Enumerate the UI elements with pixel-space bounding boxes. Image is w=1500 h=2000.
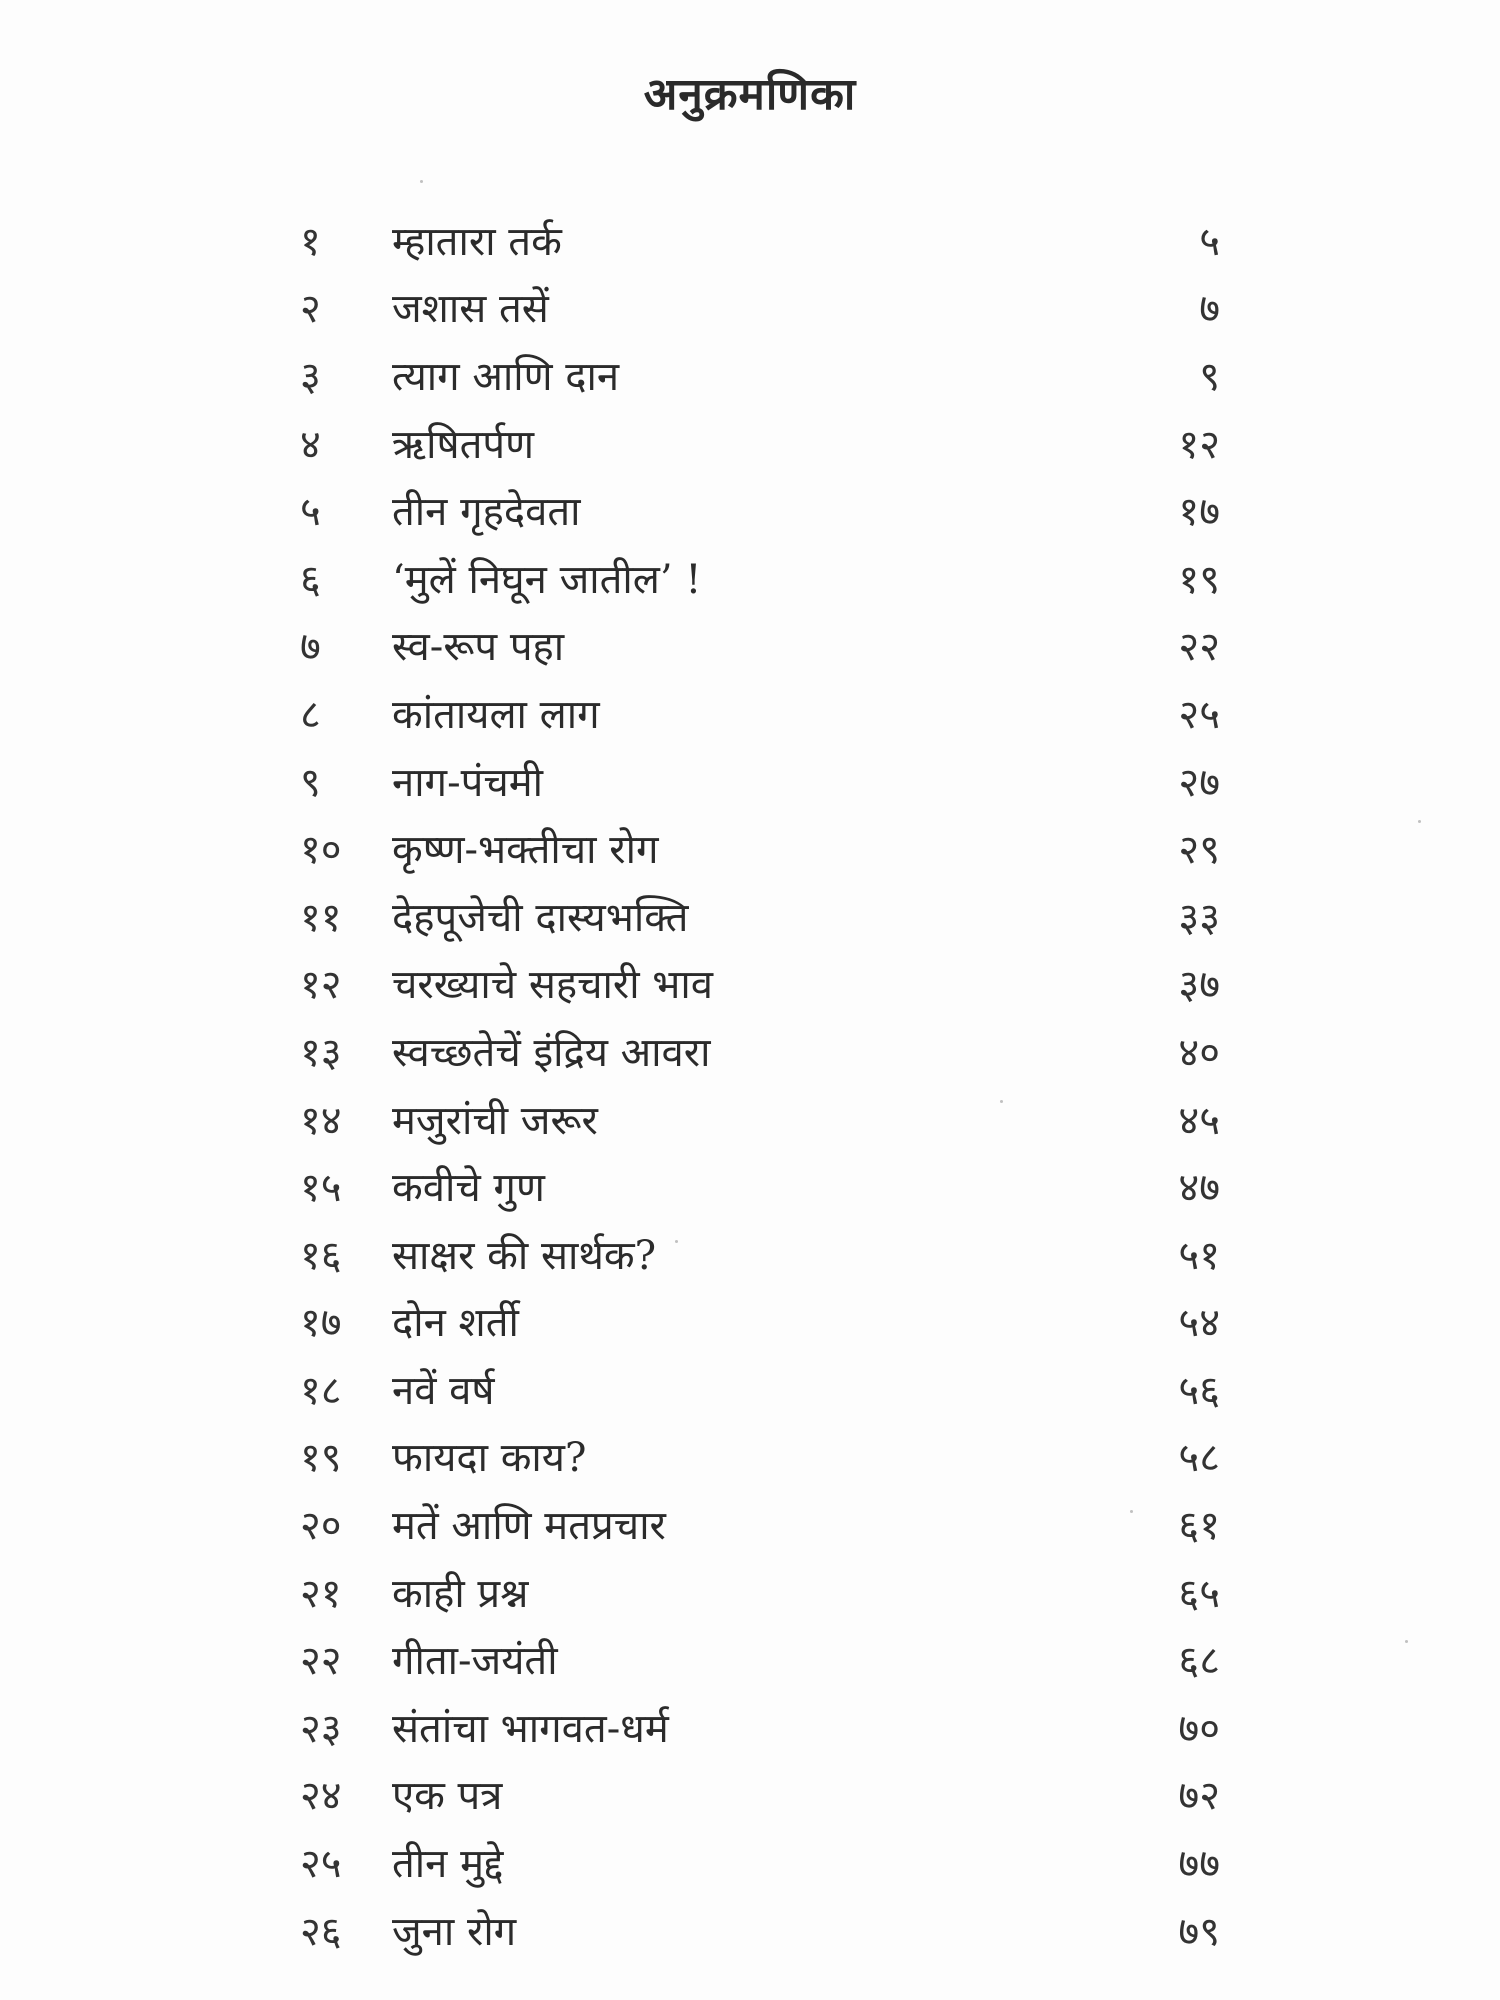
page-number: ७० [1178,1705,1220,1752]
chapter-title: नाग-पंचमी [392,759,543,806]
chapter-title: जशास तसें [392,286,549,333]
page-number: २२ [1178,624,1220,671]
chapter-number: १२ [300,962,342,1009]
page-number: ३३ [1178,894,1220,941]
chapter-title: तीन गृहदेवता [392,489,581,536]
chapter-title: नवें वर्ष [392,1367,495,1414]
toc-entry [300,1087,1220,1155]
chapter-number: २२ [300,1638,342,1685]
chapter-title: साक्षर की सार्थक? [392,1232,657,1279]
chapter-number: १४ [300,1097,342,1144]
scan-speck [675,1240,678,1243]
chapter-number: ११ [300,894,342,941]
chapter-number: ५ [300,489,321,536]
chapter-number: २५ [300,1841,342,1888]
chapter-title: त्याग आणि दान [392,353,620,400]
page-number: ७२ [1178,1773,1220,1820]
page-number: ६८ [1178,1638,1220,1685]
page-number: ६१ [1178,1503,1220,1550]
toc-entry [300,276,1220,344]
toc-entry [300,546,1220,614]
chapter-number: १५ [300,1165,342,1212]
chapter-number: १० [300,827,342,874]
chapter-number: ८ [300,691,321,738]
page-number: ७७ [1178,1841,1220,1888]
page-number: ५४ [1178,1300,1220,1347]
chapter-title: मजुरांची जरूर [392,1097,598,1144]
chapter-title: स्व-रूप पहा [392,624,565,671]
chapter-number: २४ [300,1773,342,1820]
table-of-contents [300,208,1220,1965]
toc-entry [300,208,1220,276]
page-number: ७ [1199,286,1220,333]
page-title: अनुक्रमणिका [643,69,857,120]
page-number: ४० [1178,1029,1220,1076]
toc-entry [300,1492,1220,1560]
toc-entry [300,1695,1220,1763]
chapter-title: जुना रोग [392,1908,517,1955]
scan-speck [1405,1640,1408,1643]
toc-entry [300,1222,1220,1290]
toc-entry [300,1290,1220,1358]
page-number: ५१ [1178,1232,1220,1279]
chapter-number: २० [300,1503,342,1550]
chapter-title: कवीचे गुण [392,1165,545,1212]
chapter-number: ३ [300,353,321,400]
toc-entry [300,749,1220,817]
chapter-number: १९ [300,1435,342,1482]
chapter-number: २३ [300,1705,342,1752]
chapter-title: देहपूजेची दास्यभक्ति [392,894,689,941]
page-number: ३७ [1178,962,1220,1009]
chapter-title: दोन शर्ती [392,1300,519,1347]
chapter-title: काही प्रश्न [392,1570,529,1617]
chapter-title: एक पत्र [392,1773,503,1820]
scan-speck [1130,1510,1133,1513]
toc-entry [300,816,1220,884]
toc-entry [300,1763,1220,1831]
chapter-title: कांतायला लाग [392,691,600,738]
chapter-title: संतांचा भागवत-धर्म [392,1705,669,1752]
toc-entry [300,411,1220,479]
toc-entry [300,614,1220,682]
chapter-title: फायदा काय? [392,1435,587,1482]
chapter-title: कृष्ण-भक्तीचा रोग [392,827,659,874]
toc-entry [300,681,1220,749]
toc-entry [300,1560,1220,1628]
toc-entry [300,478,1220,546]
scan-speck [1418,820,1421,823]
page-number: १९ [1178,556,1220,603]
scan-speck [420,180,423,183]
chapter-number: ६ [300,556,321,603]
chapter-title: स्वच्छतेचें इंद्रिय आवरा [392,1029,711,1076]
chapter-title: ‘मुलें निघून जातील’ ! [392,556,702,603]
toc-entry [300,884,1220,952]
toc-entry [300,1019,1220,1087]
chapter-number: २१ [300,1570,342,1617]
chapter-number: १६ [300,1232,342,1279]
toc-entry [300,1154,1220,1222]
chapter-title: तीन मुद्दे [392,1841,504,1888]
chapter-number: १८ [300,1367,342,1414]
page-number: २५ [1178,691,1220,738]
toc-entry [300,1357,1220,1425]
page-number: ७९ [1178,1908,1220,1955]
page-number: ४७ [1178,1165,1220,1212]
chapter-title: चरख्याचे सहचारी भाव [392,962,714,1009]
chapter-title: मतें आणि मतप्रचार [392,1503,666,1550]
chapter-number: ९ [300,759,321,806]
chapter-title: गीता-जयंती [392,1638,558,1685]
page-number: ५ [1199,218,1220,265]
toc-entry [300,1898,1220,1966]
chapter-number: २६ [300,1908,342,1955]
chapter-number: १३ [300,1029,342,1076]
chapter-title: ऋषितर्पण [392,421,535,468]
page-number: २७ [1178,759,1220,806]
toc-entry [300,1425,1220,1493]
chapter-number: ४ [300,421,321,468]
chapter-number: २ [300,286,321,333]
toc-entry [300,343,1220,411]
page-number: २९ [1178,827,1220,874]
page-number: ६५ [1178,1570,1220,1617]
scan-speck [1000,1100,1003,1103]
page-number: ५६ [1178,1367,1220,1414]
page-number: १७ [1178,489,1220,536]
page-number: ९ [1199,353,1220,400]
chapter-number: १७ [300,1300,342,1347]
page-number: ५८ [1178,1435,1220,1482]
toc-entry [300,1627,1220,1695]
chapter-number: ७ [300,624,321,671]
page-number: ४५ [1178,1097,1220,1144]
toc-entry [300,1830,1220,1898]
page-number: १२ [1178,421,1220,468]
chapter-number: १ [300,218,321,265]
chapter-title: म्हातारा तर्क [392,218,562,265]
toc-entry [300,952,1220,1020]
